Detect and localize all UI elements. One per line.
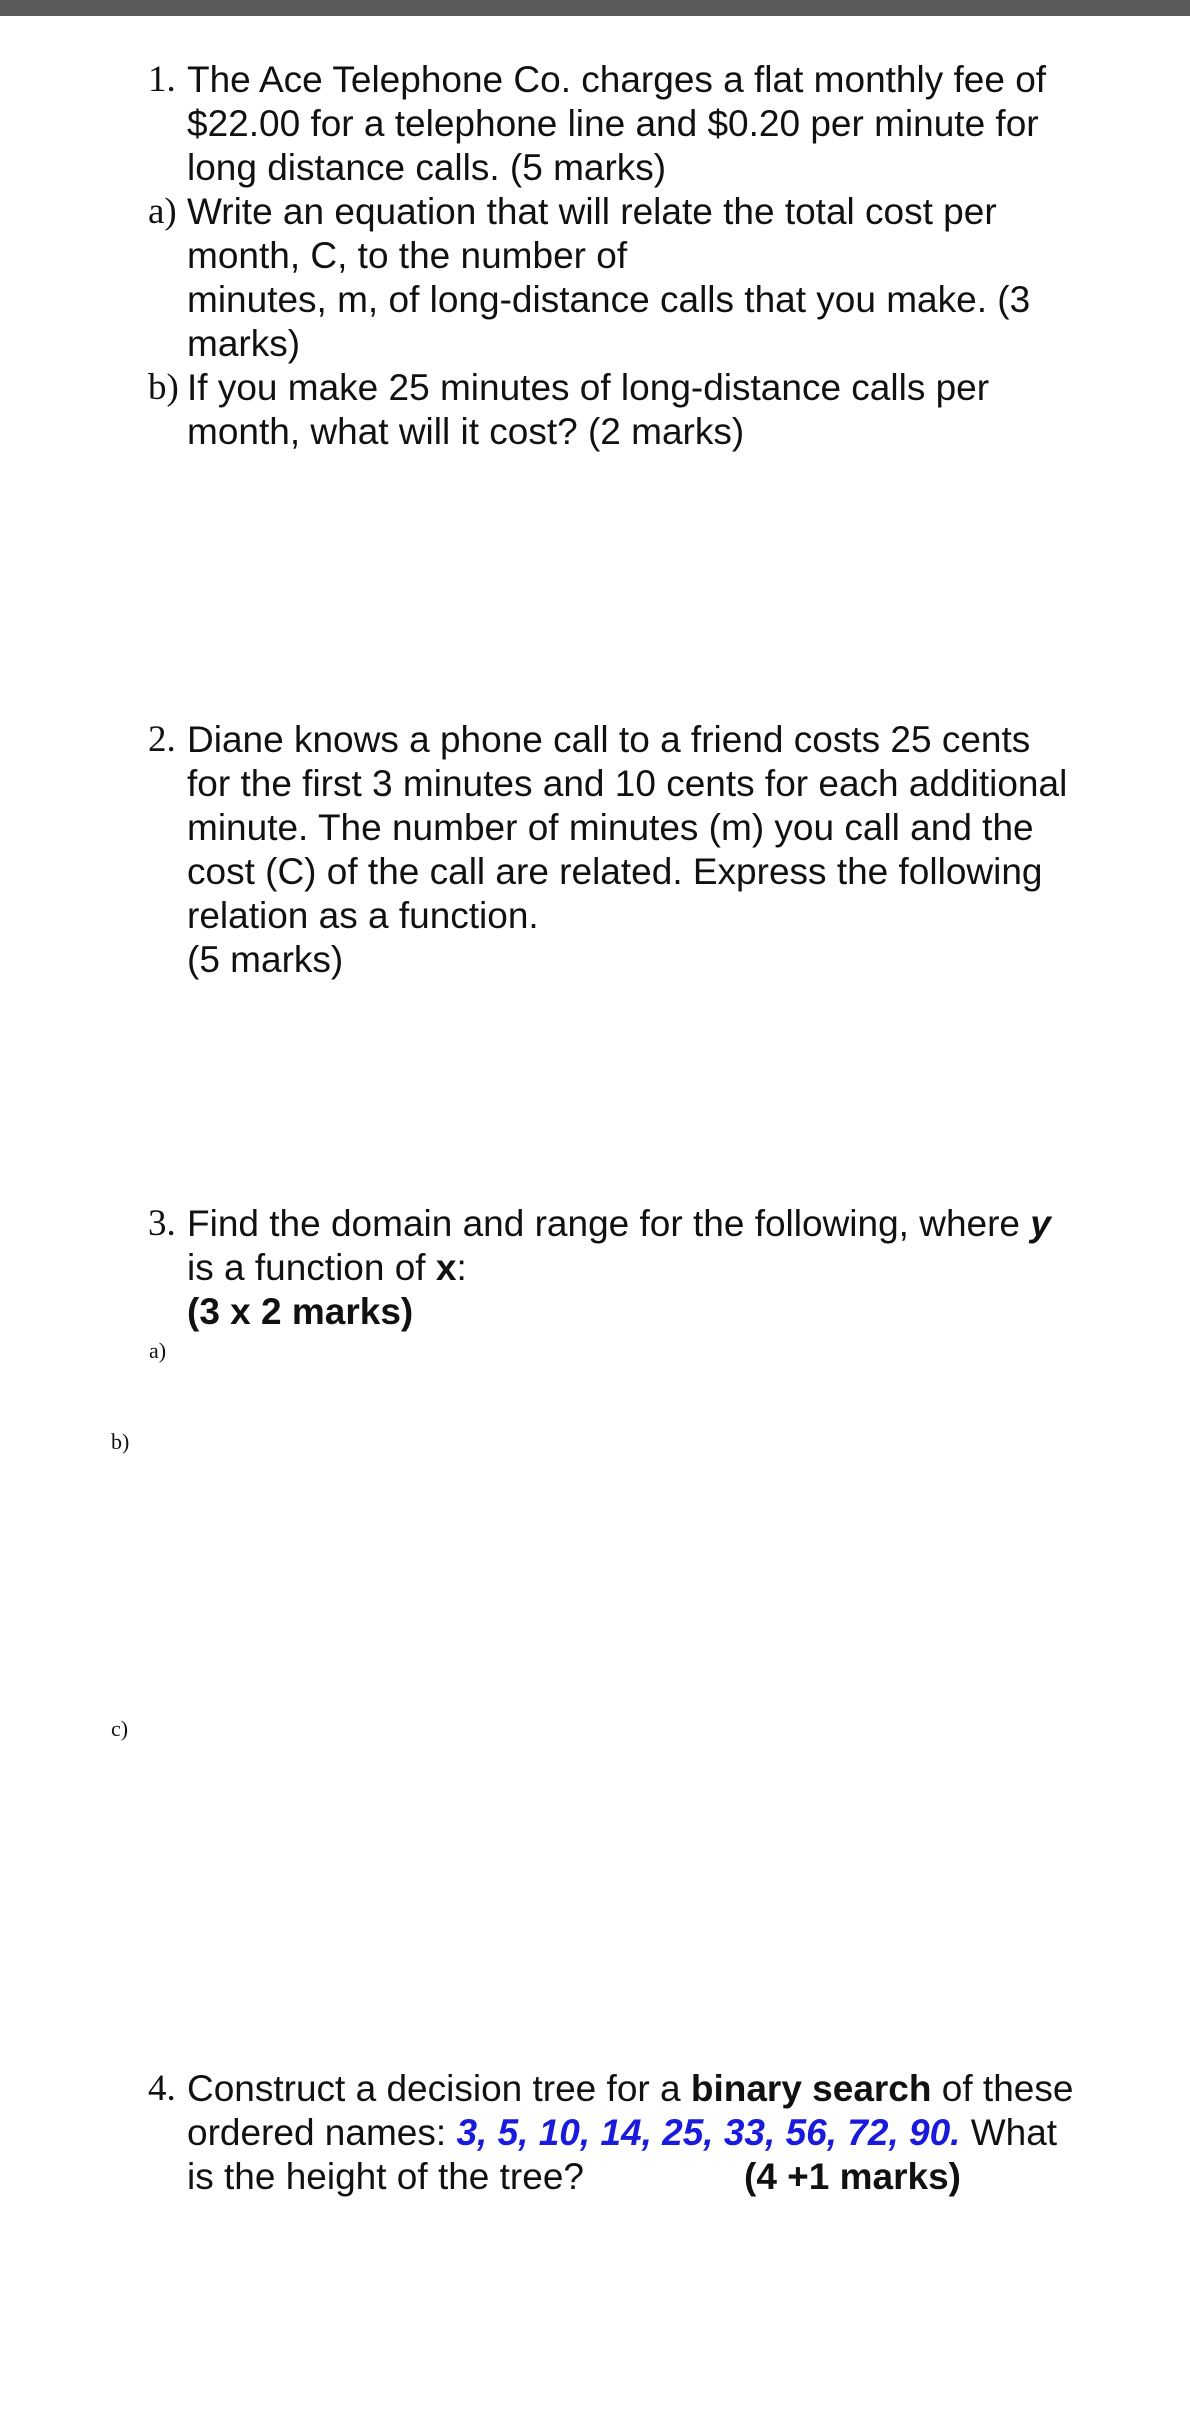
question-text-line: The Ace Telephone Co. charges a flat monthly fee of [187,59,1047,100]
sub-part-c-marker: c) [111,1716,129,1741]
binary-search-term: binary search [690,2068,932,2109]
question-1-part-a [148,190,1098,366]
question-1 [148,58,1098,454]
part-text-line: minutes, m, of long-distance calls that you make. (3 [187,279,1031,320]
question-marks: (3 x 2 marks) [187,1291,414,1332]
question-4 [148,2067,1098,2199]
question-text-line: cost (C) of the call are related. Express the following [187,851,1043,892]
question-text-line: (5 marks) [187,939,344,980]
question-number: 4. [148,2068,176,2109]
part-text-line: marks) [187,323,301,364]
sub-part-b-marker: b) [111,1429,130,1454]
question-number: 3. [148,1203,176,1244]
part-text-line: month, what will it cost? (2 marks) [187,411,745,452]
question-text-line: $22.00 for a telephone line and $0.20 per minute for [187,103,1039,144]
part-marker: a) [148,191,177,232]
question-text-line: minute. The number of minutes (m) you call and the [187,807,1034,848]
question-text-line: ordered names: 3, 5, 10, 14, 25, 33, 56, 72, 90. What [187,2112,1058,2153]
question-text-line: relation as a function. [187,895,539,936]
question-3 [148,1202,1098,1334]
top-bar [0,0,1190,16]
question-text-line: Construct a decision tree for a binary search of these [187,2068,1074,2109]
question-marks: (4 +1 marks) [744,2156,961,2197]
variable-x: x [435,1247,457,1288]
question-text-line: is a function of x: [187,1247,467,1288]
question-text-line: Diane knows a phone call to a friend costs 25 cents [187,719,1031,760]
part-text-line: month, C, to the number of [187,235,628,276]
question-text-line: is the height of the tree? (4 +1 marks) [187,2156,961,2197]
question-1-part-b [148,366,1098,454]
part-text-line: If you make 25 minutes of long-distance calls per [187,367,990,408]
question-text-line: long distance calls. (5 marks) [187,147,667,188]
part-marker: b) [148,367,179,408]
question-text-line: Find the domain and range for the following, where y [187,1203,1051,1244]
question-text-line: for the first 3 minutes and 10 cents for each additional [187,763,1068,804]
question-2 [148,718,1098,982]
sub-part-a-marker: a) [149,1338,167,1363]
question-number: 2. [148,719,176,760]
ordered-names-list: 3, 5, 10, 14, 25, 33, 56, 72, 90. [456,2112,961,2153]
part-text-line: Write an equation that will relate the total cost per [187,191,997,232]
question-number: 1. [148,59,176,100]
variable-y: y [1030,1203,1051,1244]
